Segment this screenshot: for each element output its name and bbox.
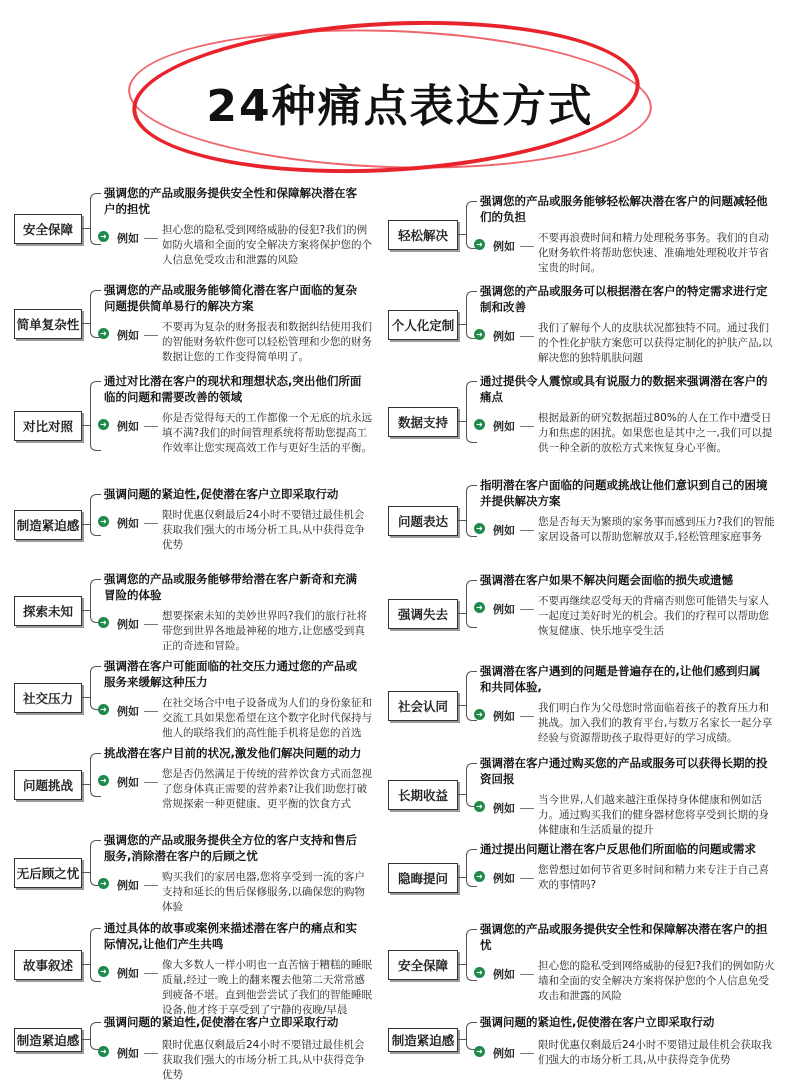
arrow-icon: ➜ [98, 966, 109, 977]
example-label: 例如 [117, 879, 139, 892]
pain-point-card [388, 1014, 788, 1066]
pain-point-description: 强调潜在客户遇到的问题是普遍存在的,让他们感到归属和共同体验, [480, 664, 761, 694]
pain-point-description: 强调您的产品或服务提供安全性和保障解决潜在客户的担忧 [104, 186, 357, 216]
pain-point-description: 强调您的产品或服务提供安全性和保障解决潜在客户的担忧 [480, 922, 768, 952]
arrow-icon: ➜ [474, 801, 485, 812]
example-text: 在社交场合中电子设备成为人们的身份象征和交流工具如果您希望在这个数字化时代保持与他人的联络我们的高性能手机将是您的首选 [162, 697, 372, 739]
arrow-icon: ➜ [474, 709, 485, 720]
example-label: 例如 [493, 802, 515, 815]
pain-point-label: 安全保障 [388, 950, 458, 980]
arrow-icon: ➜ [474, 967, 485, 978]
example-label: 例如 [117, 618, 139, 631]
example-connector [520, 426, 534, 427]
example-text: 我们明白作为父母您时常面临着孩子的教育压力和挑战。加入我们的教育平台,与数万名家长一起分享经验与资源帮助孩子取得更好的学习成绩。 [538, 702, 773, 744]
arrow-icon: ➜ [98, 231, 109, 242]
pain-point-label: 强调失去 [388, 599, 458, 629]
pain-point-description: 通过提供令人震惊或具有说服力的数据来强调潜在客户的痛点 [480, 374, 768, 404]
example-marker [474, 237, 515, 254]
example-label: 例如 [493, 420, 515, 433]
example-connector [520, 716, 534, 717]
pain-point-card [14, 282, 384, 368]
example-label: 例如 [117, 420, 139, 433]
pain-point-card [388, 663, 788, 751]
pain-point-card [14, 832, 384, 916]
example-marker [98, 1044, 139, 1061]
connector-line [458, 964, 466, 965]
pain-point-card [388, 572, 788, 658]
example-connector [144, 238, 158, 239]
example-marker [98, 702, 139, 719]
example-marker [98, 615, 139, 632]
bracket-connector [90, 381, 101, 451]
example-connector [144, 335, 158, 336]
connector-line [458, 234, 466, 235]
connector-line [82, 610, 90, 611]
pain-point-description: 强调您的产品或服务可以根据潜在客户的特定需求进行定制和改善 [480, 284, 768, 314]
example-marker [474, 707, 515, 724]
pain-point-label: 社会认同 [388, 691, 458, 721]
example-marker [474, 600, 515, 617]
example-marker [474, 417, 515, 434]
example-text: 购买我们的家居电器,您将享受到一流的客户支持和延长的售后保修服务,以确保您的购物体验 [162, 871, 365, 913]
example-text: 不要再浪费时间和精力处理税务事务。我们的自动化财务软件将帮助您快速、准确地处理税收并节省宝贵的时间。 [538, 232, 769, 274]
arrow-icon: ➜ [98, 775, 109, 786]
example-text: 根据最新的研究数据超过80%的人在工作中遭受日力和焦虑的困扰。如果您也是其中之一,我们可以提供一种全新的放松方式来恢复身心平衡。 [538, 412, 773, 454]
example-label: 例如 [493, 603, 515, 616]
example-text: 限时优惠仅剩最后24小时不要错过最佳机会获取我们强大的市场分析工具,从中获得竞争优势 [162, 1039, 365, 1081]
example-connector [520, 1053, 534, 1054]
arrow-icon: ➜ [474, 329, 485, 340]
example-label: 例如 [117, 1047, 139, 1060]
pain-point-description: 通过具体的故事或案例来描述潜在客户的痛点和实际情况,让他们产生共鸣 [104, 921, 357, 951]
example-marker [474, 869, 515, 886]
arrow-icon: ➜ [474, 871, 485, 882]
pain-point-label: 数据支持 [388, 407, 458, 437]
example-label: 例如 [117, 232, 139, 245]
connector-line [458, 877, 466, 878]
pain-point-label: 简单复杂性 [14, 309, 82, 339]
pain-point-label: 长期收益 [388, 780, 458, 810]
example-text: 当今世界,人们越来越注重保持身体健康和例如活力。通过购买我们的健身器材您将享受到长期的身体健康和生活质量的提升 [538, 794, 769, 836]
pain-point-description: 通过对比潜在客户的现状和理想状态,突出他们所面临的问题和需要改善的领域 [104, 374, 362, 404]
pain-point-label: 轻松解决 [388, 220, 458, 250]
example-label: 例如 [117, 705, 139, 718]
pain-point-description: 挑战潜在客户目前的状况,激发他们解决问题的动力 [104, 746, 362, 760]
example-text: 限时优惠仅剩最后24小时不要错过最佳机会获取我们强大的市场分析工具,从中获得竞争优势 [538, 1039, 772, 1066]
pain-point-description: 强调潜在客户可能面临的社交压力通过您的产品或服务来缓解这种压力 [104, 659, 357, 689]
pain-point-description: 通过提出问题让潜在客户反思他们所面临的问题或需求 [480, 842, 756, 856]
pain-point-label: 隐晦提问 [388, 863, 458, 893]
pain-point-label: 故事叙述 [14, 950, 82, 980]
connector-line [458, 324, 466, 325]
connector-line [82, 872, 90, 873]
pain-point-label: 探索未知 [14, 596, 82, 626]
arrow-icon: ➜ [98, 1046, 109, 1057]
example-label: 例如 [493, 240, 515, 253]
example-connector [520, 609, 534, 610]
example-connector [520, 336, 534, 337]
connector-line [458, 421, 466, 422]
pain-point-description: 强调您的产品或服务能够带给潜在客户新奇和充满冒险的体验 [104, 572, 357, 602]
example-text: 担心您的隐私受到网络威胁的侵犯?我们的例如防火墙和全面的安全解决方案将保护您的个人信息免受攻击和泄露的风险 [162, 224, 372, 266]
example-label: 例如 [493, 872, 515, 885]
pain-point-description: 强调问题的紧迫性,促使潜在客户立即采取行动 [480, 1015, 715, 1029]
example-label: 例如 [117, 967, 139, 980]
connector-line [82, 323, 90, 324]
example-marker [98, 773, 139, 790]
connector-line [82, 425, 90, 426]
example-text: 担心您的隐私受到网络威胁的侵犯?我们的例如防火墙和全面的安全解决方案将保护您的个人信息免受攻击和泄露的风险 [538, 960, 775, 1002]
pain-point-description: 强调问题的紧迫性,促使潜在客户立即采取行动 [104, 487, 339, 501]
example-marker [98, 326, 139, 343]
arrow-icon: ➜ [474, 1046, 485, 1057]
example-connector [520, 808, 534, 809]
pain-point-card [388, 477, 788, 567]
pain-point-description: 强调潜在客户如果不解决问题会面临的损失或遗憾 [480, 573, 733, 587]
example-label: 例如 [493, 710, 515, 723]
connector-line [458, 794, 466, 795]
arrow-icon: ➜ [98, 419, 109, 430]
pain-point-description: 强调您的产品或服务能够简化潜在客户面临的复杂问题提供简单易行的解决方案 [104, 283, 357, 313]
example-marker [474, 327, 515, 344]
example-marker [98, 417, 139, 434]
arrow-icon: ➜ [474, 523, 485, 534]
example-connector [144, 1053, 158, 1054]
pain-point-label: 对比对照 [14, 411, 82, 441]
connector-line [82, 964, 90, 965]
pain-point-card [14, 920, 384, 1016]
pain-point-card [388, 755, 788, 837]
connector-line [458, 613, 466, 614]
pain-point-label: 制造紧迫感 [14, 510, 82, 540]
pain-point-label: 制造紧迫感 [388, 1028, 458, 1052]
pain-point-card [14, 486, 384, 566]
pain-point-card [14, 1014, 384, 1081]
pain-point-card [14, 745, 384, 827]
example-marker [98, 876, 139, 893]
arrow-icon: ➜ [474, 602, 485, 613]
pain-point-card [14, 571, 384, 653]
example-text: 像大多数人一样小明也一直苦恼于糟糕的睡眠质量,经过一晚上的翻来覆去他第二天常常感到疲备不堪。直到他尝尝试了我们的智能睡眠设备,他才终于享受到了宁静的夜晚/早晨 [162, 959, 372, 1016]
connector-line [82, 697, 90, 698]
example-connector [520, 246, 534, 247]
example-label: 例如 [493, 330, 515, 343]
example-label: 例如 [117, 517, 139, 530]
pain-point-description: 强调您的产品或服务提供全方位的客户支持和售后服务,消除潜在客户的后顾之忧 [104, 833, 357, 863]
example-connector [144, 624, 158, 625]
arrow-icon: ➜ [474, 419, 485, 430]
example-text: 我们了解每个人的皮肤状况都独特不同。通过我们的个性化护肤方案您可以获得定制化的护肤产品,以解决您的独特肌肤问题 [538, 322, 773, 364]
arrow-icon: ➜ [98, 516, 109, 527]
pain-point-card [14, 373, 384, 481]
arrow-icon: ➜ [98, 704, 109, 715]
pain-point-description: 指明潜在客户面临的问题或挑战让他们意识到自己的困境并提供解决方案 [480, 478, 768, 508]
example-text: 不要再继续忍受每天的背痛否则您可能错失与家人一起度过美好时光的机会。我们的疗程可以帮助您恢复健康、快乐地享受生活 [538, 595, 769, 637]
example-text: 想要探索未知的美妙世界吗?我们的旅行社将带您到世界各地最神秘的地方,让您感受到真正的奇迹和冒险。 [162, 610, 368, 652]
pain-point-description: 强调潜在客户通过购买您的产品或服务可以获得长期的投资回报 [480, 756, 768, 786]
arrow-icon: ➜ [98, 617, 109, 628]
connector-line [82, 784, 90, 785]
header [0, 0, 800, 178]
pain-point-label: 问题挑战 [14, 770, 82, 800]
pain-point-card [388, 841, 788, 917]
example-label: 例如 [493, 968, 515, 981]
example-label: 例如 [117, 776, 139, 789]
example-connector [144, 711, 158, 712]
pain-point-label: 个人化定制 [388, 310, 458, 340]
example-text: 您是否每天为繁琐的家务事而感到压力?我们的智能家居设备可以帮助您解放双手,轻松管理家庭事务 [538, 516, 775, 543]
connector-line [458, 520, 466, 521]
connector-line [82, 228, 90, 229]
example-text: 不要再为复杂的财务报表和数据纠结使用我们的智能财务软件您可以轻松管理和少您的财务数据让您的工作变得简单明了。 [162, 321, 372, 363]
example-connector [520, 878, 534, 879]
example-marker [474, 799, 515, 816]
example-text: 你是否觉得每天的工作都像一个无底的坑永远填不满?我们的时间管理系统将帮助您提高工作效率让您实现高效工作与更好生活的平衡。 [162, 412, 372, 454]
example-label: 例如 [493, 1047, 515, 1060]
example-connector [144, 782, 158, 783]
pain-point-label: 制造紧迫感 [14, 1028, 82, 1052]
example-marker [98, 229, 139, 246]
example-connector [520, 530, 534, 531]
pain-point-description: 强调问题的紧迫性,促使潜在客户立即采取行动 [104, 1015, 339, 1029]
pain-point-label: 问题表达 [388, 506, 458, 536]
page-title: 24种痛点表达方式 [206, 81, 594, 132]
example-connector [144, 523, 158, 524]
pain-point-card [388, 921, 788, 1011]
example-marker [98, 514, 139, 531]
pain-point-card [388, 283, 788, 369]
pain-point-label: 安全保障 [14, 214, 82, 244]
example-text: 限时优惠仅剩最后24小时不要错过最佳机会获取我们强大的市场分析工具,从中获得竞争优势 [162, 509, 365, 551]
example-label: 例如 [117, 329, 139, 342]
pain-point-card [388, 373, 788, 473]
connector-line [458, 1039, 466, 1040]
pain-point-card [14, 658, 384, 740]
pain-point-description: 强调您的产品或服务能够轻松解决潜在客户的问题减轻他们的负担 [480, 194, 768, 224]
pain-point-label: 无后顾之忧 [14, 858, 82, 888]
pain-point-label: 社交压力 [14, 683, 82, 713]
pain-point-card [14, 185, 384, 275]
example-text: 您是否仍然满足于传统的营养饮食方式而忽视了您身体真正需要的营养素?让我们助您打破常规探索一种更健康、更平衡的饮食方式 [162, 768, 372, 810]
example-connector [520, 974, 534, 975]
arrow-icon: ➜ [98, 328, 109, 339]
connector-line [458, 705, 466, 706]
connector-line [82, 1039, 90, 1040]
arrow-icon: ➜ [474, 239, 485, 250]
example-marker [474, 965, 515, 982]
example-marker [98, 964, 139, 981]
example-text: 您曾想过如何节省更多时间和精力来专注于自己喜欢的事情吗? [538, 864, 769, 891]
example-connector [144, 885, 158, 886]
connector-line [82, 524, 90, 525]
pain-point-card [388, 193, 788, 279]
example-marker [474, 1044, 515, 1061]
example-marker [474, 521, 515, 538]
example-connector [144, 973, 158, 974]
arrow-icon: ➜ [98, 878, 109, 889]
example-connector [144, 426, 158, 427]
example-label: 例如 [493, 524, 515, 537]
